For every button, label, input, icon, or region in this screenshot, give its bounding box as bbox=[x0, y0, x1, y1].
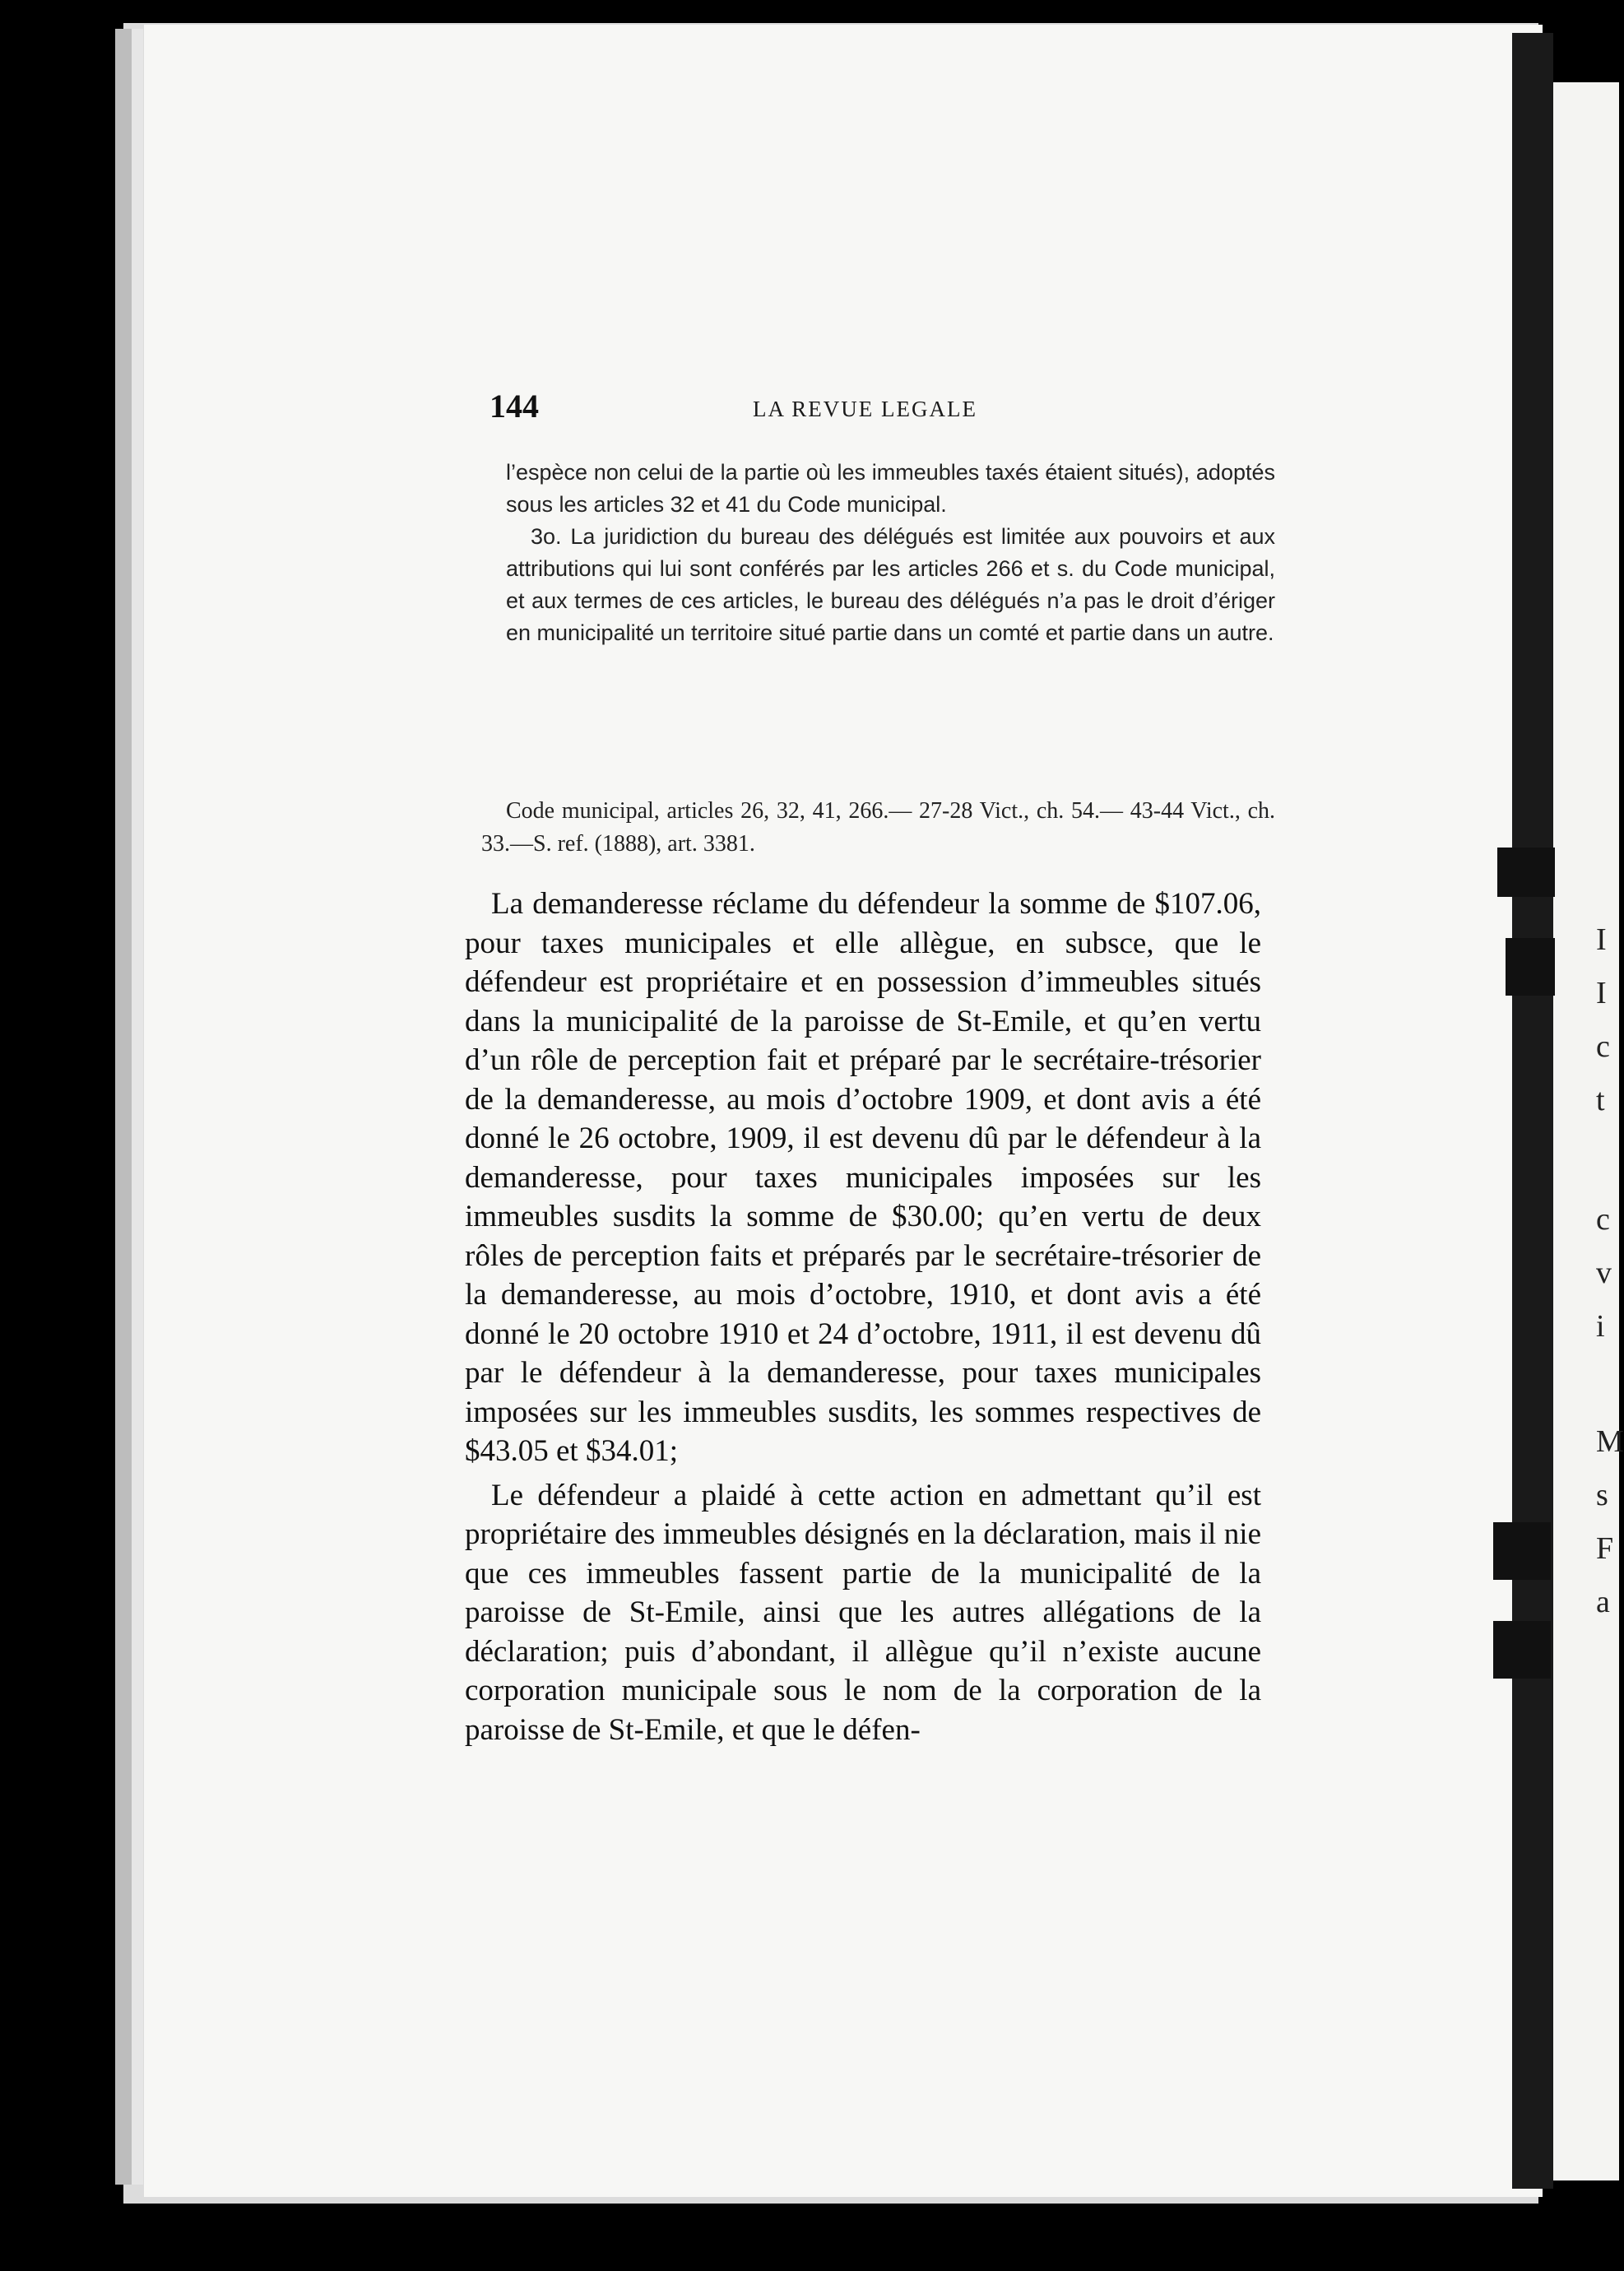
fragment-letter: i bbox=[1596, 1309, 1605, 1344]
book-gutter bbox=[1512, 33, 1553, 2189]
fragment-letter: M bbox=[1596, 1424, 1624, 1459]
page-stack-edge-light bbox=[132, 29, 143, 2185]
running-head: LA REVUE LEGALE bbox=[753, 397, 977, 421]
fragment-letter: s bbox=[1596, 1478, 1608, 1512]
summary-paragraph: 3o. La juridiction du bureau des délégués est limitée aux pouvoirs et aux attributions qui lui sont conférés par les articles 266 et s. du Code municipal, et aux termes de ces articles, le bureau des délégués n’a pas le droit d’ériger en municipalité un territoire situé partie dans un comté et partie dans un autre. bbox=[506, 524, 1275, 645]
statute-citation: Code municipal, articles 26, 32, 41, 266.— 27-28 Vict., ch. 54.— 43-44 Vict., ch. 33.—S. ref. (1888), art. 3381. bbox=[481, 798, 1275, 857]
fragment-letter: c bbox=[1596, 1202, 1610, 1237]
page-tab-mark bbox=[1493, 1522, 1551, 1580]
fragment-letter: a bbox=[1596, 1585, 1610, 1619]
summary-paragraph: l’espèce non celui de la partie où les immeubles taxés étaient situés), adoptés sous les articles 32 et 41 du Code municipal. bbox=[506, 460, 1275, 517]
case-summary bbox=[506, 457, 1275, 649]
page-tab-mark bbox=[1506, 938, 1555, 996]
page-number: 144 bbox=[490, 388, 539, 425]
page-header bbox=[490, 387, 1279, 436]
fragment-letter: v bbox=[1596, 1256, 1612, 1290]
right-page-fragment bbox=[1553, 82, 1624, 2180]
body-paragraph: Le défendeur a plaidé à cette action en admettant qu’il est propriétaire des immeubles désignés en la déclaration, mais il nie que ces immeubles fassent partie de la municipalité de la paroisse de St-Emile, ainsi que les autres allégations de la déclaration; puis d’abondant, il allègue qu’il n’existe aucune corporation municipale sous le nom de la corporation de la paroisse de St-Emile, et que le défen- bbox=[465, 1478, 1261, 1747]
page-tab-mark bbox=[1493, 1621, 1551, 1679]
page-stack-shadow bbox=[115, 29, 132, 2185]
fragment-letter: F bbox=[1596, 1531, 1614, 1566]
body-paragraph: La demanderesse réclame du défendeur la somme de $107.06, pour taxes municipales et elle allègue, en subsce, que le défendeur est propriétaire et en possession d’immeubles situés dans la municipalité de la paroisse de St-Emile, et qu’en vertu d’un rôle de perception fait et préparé par le secrétaire-trésorier de la demanderesse, au mois d’octobre 1909, et dont avis a été donné le 26 octobre, 1909, il est devenu dû par le défendeur à la demanderesse, pour taxes municipales imposées sur les immeubles susdits la somme de $30.00; qu’en vertu de deux rôles de perception faits et préparés par le secrétaire-trésorier de la demanderesse, au mois d’octobre, 1910, et dont avis a été donné le 20 octobre 1910 et 24 d’octobre, 1911, il est devenu dû par le défendeur à la demanderesse, pour taxes municipales imposées sur les immeubles susdits, les sommes respectives de $43.05 et $34.01; bbox=[465, 887, 1261, 1468]
judgment-body bbox=[465, 885, 1261, 1754]
fragment-letter: I bbox=[1596, 922, 1607, 957]
page-tab-mark bbox=[1497, 848, 1555, 897]
fragment-letter: t bbox=[1596, 1083, 1605, 1117]
fragment-letter: I bbox=[1596, 976, 1607, 1010]
fragment-letter: c bbox=[1596, 1029, 1610, 1064]
